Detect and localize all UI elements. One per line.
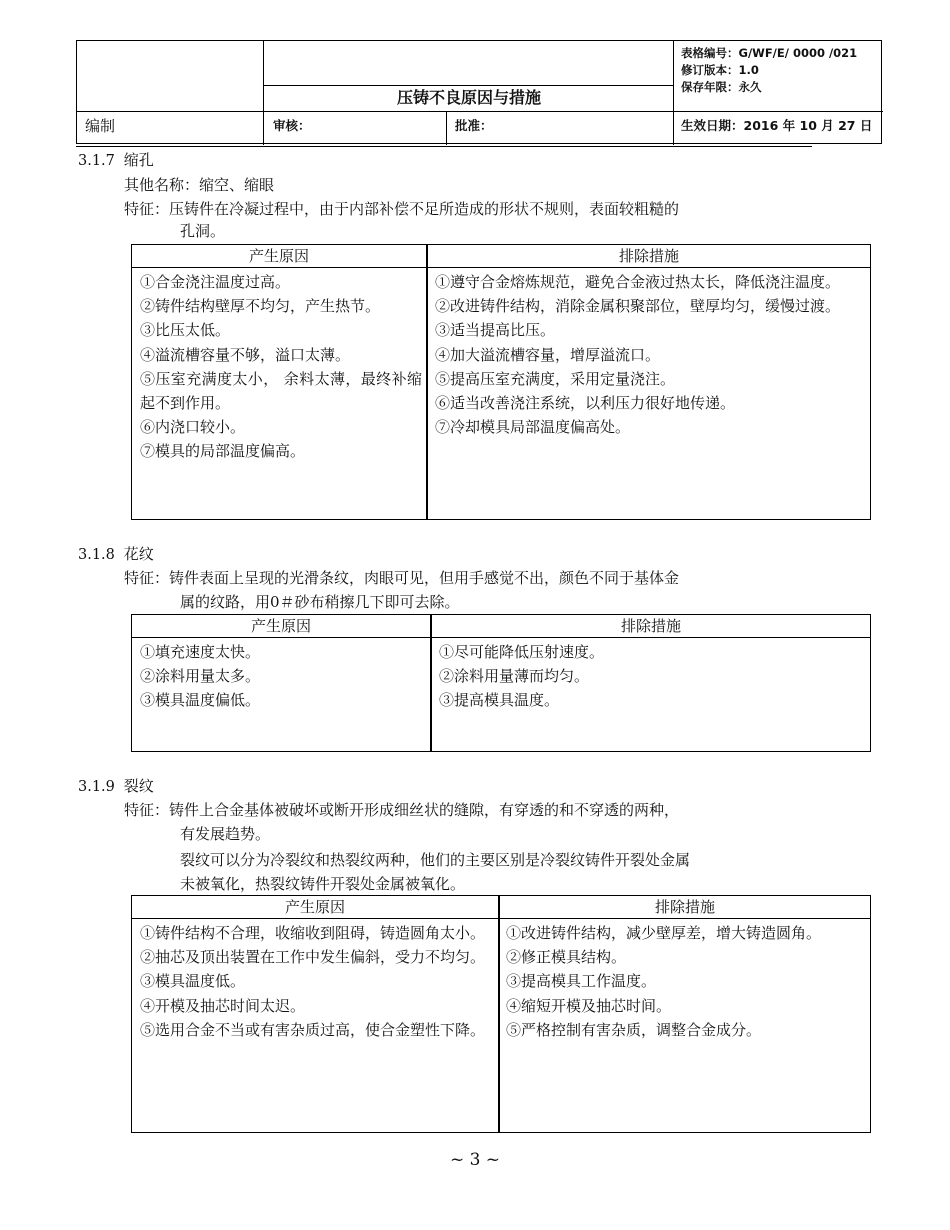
cause-item: ⑤压室充满度太小， 余料太薄，最终补缩起不到作用。 [140,369,422,413]
cause-item: ②抽芯及顶出装置在工作中发生偏斜，受力不均匀。 [140,948,486,967]
remedy-item: ②改进铸件结构，消除金属积聚部位，壁厚均匀，缓慢过渡。 [435,297,841,316]
remedies-column [439,640,865,713]
reviewed-by-label: 审核： [273,118,311,133]
remedy-item: ⑤提高压室充满度，采用定量浇注。 [435,369,676,388]
cause-item: ④溢流槽容量不够，溢口太薄。 [140,345,351,364]
section-heading [78,544,154,565]
section-heading [78,776,154,797]
cause-item: ③比压太低。 [140,321,231,340]
column-header-causes: 产生原因 [250,617,311,635]
remedies-column [506,921,866,1042]
cause-item: ①合金浇注温度过高。 [140,273,291,291]
cause-remedy-table [131,244,871,520]
remedy-item: ④加大溢流槽容量，增厚溢流口。 [435,345,661,364]
approved-by-label: 批准： [455,118,493,133]
document-header-table [76,40,882,144]
revision-version: 修订版本：1.0 [681,63,759,77]
section-text-line: 裂纹可以分为冷裂纹和热裂纹两种，他们的主要区别是冷裂纹铸件开裂处金属 [180,851,691,869]
section-number: 3.1.8 [78,547,115,563]
column-header-remedies: 排除措施 [620,617,681,635]
prepared-by-label: 编制 [85,117,116,135]
remedy-item: ⑦冷却模具局部温度偏高处。 [435,418,631,437]
remedy-item: ①尽可能降低压射速度。 [439,643,605,661]
cause-item: ③模具温度偏低。 [140,691,261,710]
cause-item: ③模具温度低。 [140,972,246,991]
column-header-remedies: 排除措施 [654,898,715,916]
retention-period: 保存年限：永久 [681,80,762,94]
causes-column [140,640,426,713]
cause-item: ⑤选用合金不当或有害杂质过高，使合金塑性下降。 [140,1020,486,1039]
column-header-causes: 产生原因 [248,247,309,265]
remedy-item: ③适当提高比压。 [435,321,556,340]
remedy-item: ⑥适当改善浇注系统，以利压力很好地传递。 [435,394,736,413]
remedy-item: ②修正模具结构。 [506,948,627,967]
section-text-line: 特征：压铸件在冷凝过程中，由于内部补偿不足所造成的形状不规则，表面较粗糙的 [124,200,680,218]
remedies-column [435,270,865,439]
remedy-item: ⑤严格控制有害杂质，调整合金成分。 [506,1020,762,1039]
section-text-line: 孔洞。 [180,222,226,240]
section-number: 3.1.7 [78,153,115,169]
section-text-line: 有发展趋势。 [180,825,271,843]
form-number: 表格编号：G/WF/E/ 0000 /021 [681,46,858,60]
page-number: ~ 3 ~ [449,1150,501,1170]
cause-item: ⑥内浇口较小。 [140,418,246,437]
document-title: 压铸不良原因与措施 [396,88,541,107]
section-title: 缩孔 [123,151,154,169]
header-rule [76,146,812,147]
section-heading [78,150,154,171]
section-title: 裂纹 [123,777,154,795]
section-number: 3.1.9 [78,779,115,795]
causes-column [140,921,492,1042]
cause-item: ①填充速度太快。 [140,643,261,661]
form-metadata [681,45,881,96]
section-text-line: 未被氧化，热裂纹铸件开裂处金属被氧化。 [180,875,466,893]
cause-remedy-table [131,895,871,1133]
section-text-line: 特征：铸件表面上呈现的光滑条纹，肉眼可见，但用手感觉不出，颜色不同于基体金 [124,569,680,587]
remedy-item: ④缩短开模及抽芯时间。 [506,996,672,1015]
column-header-remedies: 排除措施 [618,247,679,265]
cause-item: ④开模及抽芯时间太迟。 [140,996,306,1015]
remedy-item: ③提高模具温度。 [439,691,560,710]
causes-column [140,270,422,464]
remedy-item: ①改进铸件结构，减少壁厚差，增大铸造圆角。 [506,924,822,942]
cause-item: ⑦模具的局部温度偏高。 [140,442,306,461]
section-text-line: 特征：铸件上合金基体被破坏或断开形成细丝状的缝隙，有穿透的和不穿透的两种， [124,801,680,819]
cause-item: ②铸件结构壁厚不均匀，产生热节。 [140,297,381,316]
section-title: 花纹 [123,545,154,563]
cause-item: ②涂料用量太多。 [140,667,261,686]
cause-item: ①铸件结构不合理，收缩收到阻碍，铸造圆角太小。 [140,924,486,942]
remedy-item: ②涂料用量薄而均匀。 [439,667,590,686]
effective-date: 生效日期：2016 年 10 月 27 日 [681,118,873,133]
remedy-item: ①遵守合金熔炼规范，避免合金液过热太长，降低浇注温度。 [435,273,841,291]
cause-remedy-table [131,614,871,752]
section-text-line: 属的纹路，用0＃砂布稍擦几下即可去除。 [180,593,460,611]
column-header-causes: 产生原因 [284,898,345,916]
section-text-line: 其他名称：缩空、缩眼 [124,176,275,194]
remedy-item: ③提高模具工作温度。 [506,972,657,991]
